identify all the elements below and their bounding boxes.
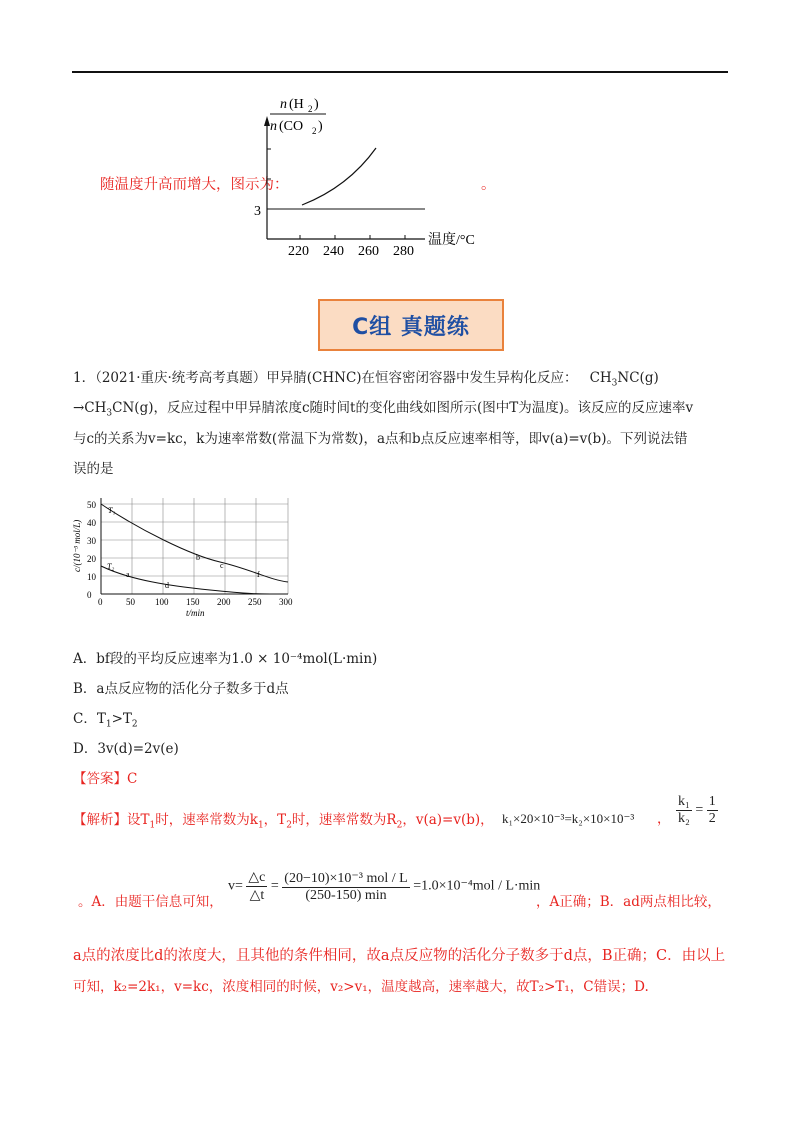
x-tick-260: 260: [358, 244, 379, 259]
kinetics-grid: [101, 498, 288, 594]
question-line-1: 1．（2021·重庆·统考高考真题）甲异腈(CHNC)在恒容密闭容器中发生异构化反应： $CH_3NC(g)$: [73, 370, 659, 389]
y-label-den: (CO: [279, 119, 304, 134]
k-ratio: $\frac{\text{k₁}}{\text{k₂}}$ = $\frac{1}{2}$: [678, 794, 716, 826]
y-label-den-sub: 2: [312, 126, 317, 136]
option-d: D．3v(d)=2v(e): [73, 741, 179, 757]
temperature-ratio-chart: [240, 92, 490, 262]
rate-equation: k₁×20×10⁻³=k₂×10×10⁻³: [502, 811, 635, 826]
analysis-line-2-lead: 。A．由题干信息可知，: [78, 894, 223, 910]
kinetics-y-tick-30: 30: [87, 536, 96, 546]
analysis-line-1: 【解析】设$T_1$时，速率常数为$k_1$，$T_2$时，速率常数为$R_2$，v(a)=v(b)，: [73, 812, 494, 831]
kinetics-x-tick-250: 250: [248, 597, 262, 607]
analysis-line-2-tail: ，A正确；B．ad两点相比较，: [536, 894, 721, 910]
kinetics-y-label: c/(10⁻³ mol/L): [72, 519, 82, 572]
section-banner: C组 真题练: [318, 299, 504, 351]
kinetics-x-tick-50: 50: [126, 597, 135, 607]
top-caption: 随温度升高而增大，图示为：: [100, 177, 289, 193]
kinetics-x-tick-300: 300: [279, 597, 293, 607]
y-label-n1: n: [280, 97, 287, 112]
kinetics-x-label: t/min: [186, 608, 205, 618]
answer-line: 【答案】C: [73, 771, 138, 787]
option-c: C．$T_1>T_2$: [73, 711, 138, 730]
kinetics-y-tick-10: 10: [87, 572, 96, 582]
top-caption-tail: 。: [481, 177, 496, 193]
option-b: B．a点反应物的活化分子数多于d点: [73, 681, 289, 697]
x-tick-280: 280: [393, 244, 414, 259]
kinetics-chart: [70, 490, 300, 620]
x-tick-220: 220: [288, 244, 309, 259]
label-T1: T₁: [108, 506, 116, 515]
comma: ，: [657, 811, 671, 827]
y-label-den-close: ): [318, 119, 323, 134]
question-line-3: 与c的关系为v=kc，k为速率常数(常温下为常数)，a点和b点反应速率相等，即v(a)=v(b)。下列说法错: [73, 431, 688, 447]
kinetics-y-tick-50: 50: [87, 500, 96, 510]
point-f: f: [257, 570, 260, 579]
kinetics-x-tick-100: 100: [155, 597, 169, 607]
y-label-num-close: ): [314, 97, 319, 112]
y-tick-3: 3: [254, 204, 261, 219]
x-axis-label: 温度/°C: [428, 233, 475, 248]
y-label-num: (H: [289, 97, 304, 112]
point-b: b: [196, 553, 200, 562]
question-line-4: 误的是: [73, 461, 114, 477]
kinetics-y-tick-40: 40: [87, 518, 96, 528]
header-rule: [72, 71, 728, 73]
kinetics-y-tick-0: 0: [87, 590, 92, 600]
analysis-line-3: a点的浓度比d的浓度大，且其他的条件相同，故a点反应物的活化分子数多于d点，B正确；C．由以上: [73, 948, 726, 964]
kinetics-y-tick-20: 20: [87, 554, 96, 564]
analysis-line-4: 可知，k₂=2k₁，v=kc，浓度相同的时候，v₂>v₁，温度越高，速率越大，故T₂>T₁，C错误；D.: [73, 979, 649, 995]
point-a: a: [126, 570, 130, 579]
label-T2: T₂: [107, 562, 115, 571]
rate-formula: v= $\frac{\triangle c}{\triangle t}$ = $\frac{\text{(20−10)×10⁻³ mol / L}}{(250-150) \min}$ =1.0×10⁻⁴mol / L⋅min: [228, 870, 541, 903]
kinetics-x-tick-200: 200: [217, 597, 231, 607]
point-c: c: [220, 561, 224, 570]
option-a: A．bf段的平均反应速率为1.0 × 10⁻⁴mol(L·min): [73, 651, 378, 667]
point-d: d: [165, 581, 169, 590]
y-label-num-sub: 2: [308, 104, 313, 114]
kinetics-x-tick-0: 0: [98, 597, 103, 607]
question-line-2: $\to CH_3CN(g)$，反应过程中甲异腈浓度c随时间t的变化曲线如图所示(图中T为温度)。该反应的反应速率v: [73, 400, 694, 419]
y-label-n2: n: [270, 119, 277, 134]
kinetics-x-tick-150: 150: [186, 597, 200, 607]
x-tick-240: 240: [323, 244, 344, 259]
ratio-curve: [302, 148, 376, 205]
